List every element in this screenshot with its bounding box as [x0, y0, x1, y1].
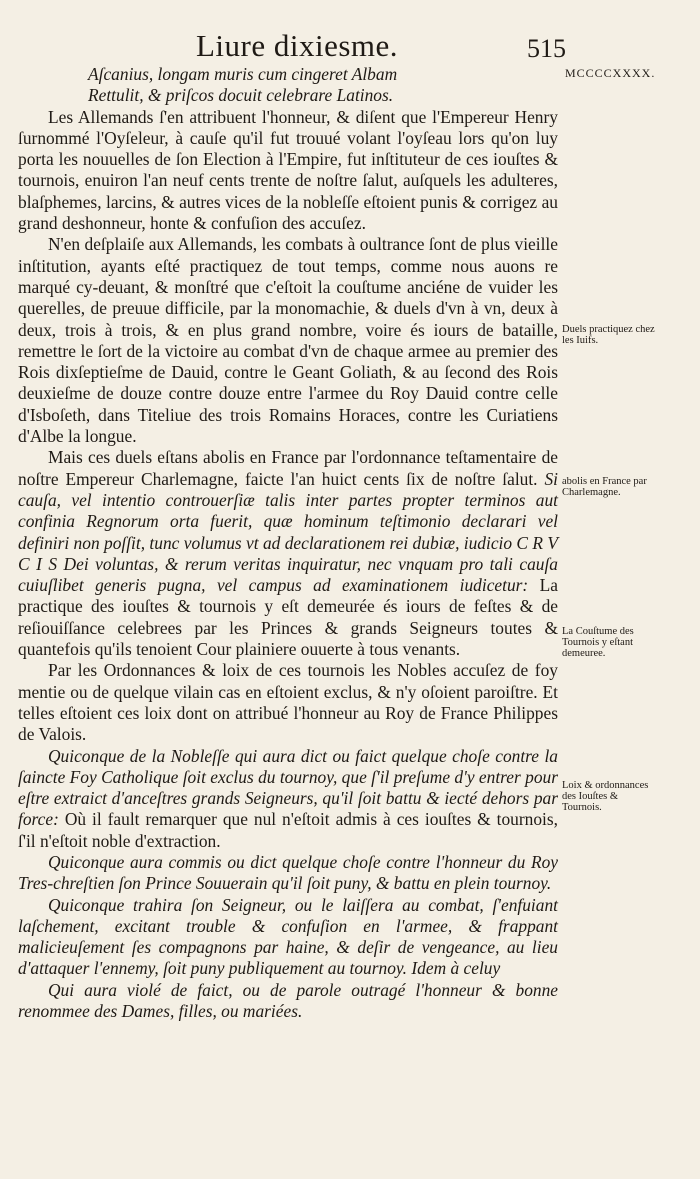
paragraph: N'en deſplaiſe aux Allemands, les combats à oultrance ſont de plus vieille inſtitution, ayants eſté practiquez de tout temps, comme nous auons re marqué cy-deuant, & monſtré que c'eſtoit la couſtume anciéne de vuider les querelles, de preuue difficile, par la monomachie, & duels d'vn à vn, deux à deux, trois à trois, & en plus grand nombre, voire és iours de bataille, remettre le ſort de la victoire au combat d'vn de chaque armee au premier des Rois dixſeptieſme de Dauid, contre le Geant Goliath, & au ſecond des Rois deuxieſme de douze contre douze entre l'armee du Roy Dauid contre celle d'Isboſeth, dans Titeliue des trois Romains Horaces, contre les Curiatiens d'Albe la longue. [18, 234, 558, 447]
law-item: Quiconque trahira ſon Seigneur, ou le laiſſera au combat, ſ'enfuiant laſchement, excitant trouble & confuſion en l'armee, & frappant malicieuſement ſes compagnons par haine, & deſir de vengeance, au lieu d'attaquer l'ennemy, ſoit puny publiquement au tournoy. Idem à celuy [18, 894, 558, 979]
main-text [18, 64, 558, 1022]
latin-quote: Si cauſa, vel intentio controuerſiæ talis inter partes propter terminos aut confinia Regnorum orta fuerit, quæ hominum teſtimonio declarari vel definiri non poſſit, tunc volumus vt ad declarationem rei dubiæ, iudicio C R V C I S Dei voluntas, & rerum veritas inquiratur, nec vnquam pro tali cauſa cuiuſlibet generis pugna, vel campus ad examinationem iudicetur: [18, 468, 558, 596]
paragraph [18, 447, 558, 660]
law-item [18, 746, 558, 852]
paragraph: Par les Ordonnances & loix de ces tournois les Nobles accuſez de foy mentie ou de quelque vilain cas en eſtoient exclus, & n'y oſoient paroiſtre. Et telles eſtoient ces loix dont on attribué l'honneur au Roy de France Philippes de Valois. [18, 660, 558, 745]
page-number: 515 [527, 34, 566, 63]
paragraph-text: Mais ces duels eſtans abolis en France par l'ordonnance teſtamentaire de noſtre Empereur Charlemagne, faicte l'an huict cents ſix de noſtre ſalut. [18, 447, 558, 489]
page-header [0, 28, 700, 68]
running-title: Liure dixiesme. [196, 28, 399, 63]
margin-note: La Couſtume des Tournois y eſtant demeuree. [562, 626, 634, 659]
law-item: Qui aura violé de faict, ou de parole outragé l'honneur & bonne renommee des Dames, filles, ou mariées. [18, 979, 558, 1022]
year-marker: MCCCCXXXX. [565, 66, 656, 80]
margin-note: Duels practiquez chez les Iuifs. [562, 324, 655, 346]
law-text: Quiconque de la Nobleſſe qui aura dict ou faict quelque choſe contre la ſaincte Foy Catholique ſoit exclus du tournoy, que ſ'il preſume d'y entrer pour eſtre extraict d'anceſtres grands Seigneurs, qu'il ſoit battu & iecté dehors par force: [18, 745, 558, 830]
verse-line: Rettulit, & priſcos docuit celebrare Latinos. [88, 85, 394, 106]
margin-note: abolis en France par Charlemagne. [562, 476, 647, 498]
margin-note: Loix & ordonnances des Iouſtes & Tournois. [562, 780, 649, 813]
paragraph: Les Allemands ſ'en attribuent l'honneur, & diſent que l'Empereur Henry ſurnommé l'Oyſeleur, à cauſe qu'il fut trouué volant l'oyſeau lors qu'on luy porta les nouuelles de ſon Election à l'Empire, fut inſtituteur de ces iouſtes & tournois, enuiron l'an neuf cents trente de noſtre ſalut, auſquels les adulteres, blaſphemes, larcins, & autres vices de la nobleſſe eſtoient punis & corrigez au grand deshonneur, honte & confuſion des accuſez. [18, 106, 558, 234]
law-item: Quiconque aura commis ou dict quelque choſe contre l'honneur du Roy Tres-chreſtien ſon Prince Souuerain qu'il ſoit puny, & battu en plein tournoy. [18, 851, 558, 894]
verse-line: Aſcanius, longam muris cum cingeret Albam [88, 64, 398, 84]
paragraph-text: La practique des iouſtes & tournois y eſt demeurée és iours de feſtes & de reſiouiſſance celebrees par les Princes & grands Seigneurs toutes & quantefois qu'ils tenoient Cour plainiere ouuerte à tous venants. [18, 575, 558, 660]
law-comment: Où il fault remarquer que nul n'eſtoit admis à ces iouſtes & tournois, ſ'il n'eſtoit noble d'extraction. [18, 809, 558, 851]
